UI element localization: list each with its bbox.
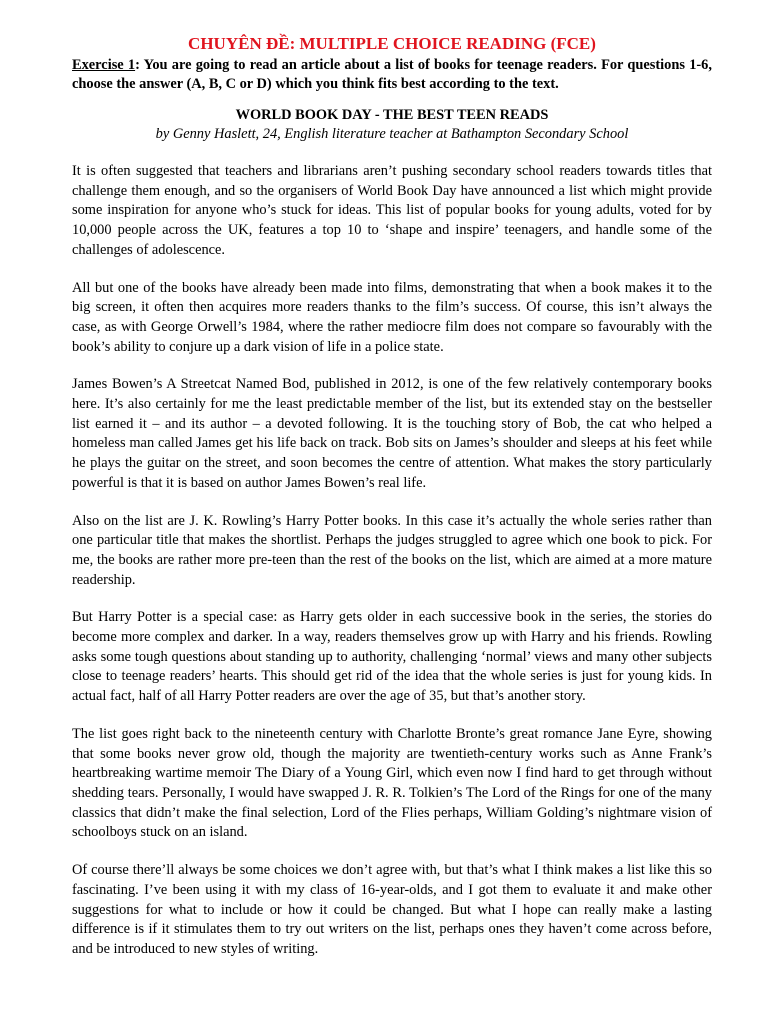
exercise-instructions bbox=[72, 56, 712, 94]
article-paragraph-6: The list goes right back to the nineteenth century with Charlotte Bronte’s great romance Jane Eyre, showing that some books never grow old, though the majority are twentieth-century works such as Anne Frank’s heartbreaking wartime memoir The Diary of a Young Girl, which even now I find hard to get through without shedding tears. Personally, I would have swapped J. R. R. Tolkien’s The Lord of the Rings for one of the many classics that didn’t make the final selection, Lord of the Flies perhaps, William Golding’s nightmare vision of schoolboys stuck on an island. bbox=[72, 725, 712, 841]
article-title: WORLD BOOK DAY - THE BEST TEEN READS bbox=[235, 107, 549, 123]
exercise-instructions-text: : You are going to read an article about a list of books for teenage readers. For questions 1-6, choose the answer (A, B, C or D) which you think fits best according to the text. bbox=[72, 57, 712, 92]
article-paragraph-7: Of course there’ll always be some choices we don’t agree with, but that’s what I think makes a list like this so fascinating. I’ve been using it with my class of 16-year-olds, and I got them to evaluate it and make other suggestions for what to include or how it could be changed. But what I hope can really make a lasting difference is if it stimulates them to try out writers on the list, perhaps ones they haven’t come across before, and be introduced to new styles of writing. bbox=[72, 862, 712, 957]
article-paragraph-5: But Harry Potter is a special case: as Harry gets older in each successive book in the series, the stories do become more complex and darker. In a way, readers themselves grow up with Harry and his friends. Rowling asks some tough questions about standing up to authority, challenging ‘normal’ views and many other subjects close to teenage readers’ hearts. This should get rid of the idea that the whole series is just for young kids. In actual fact, half of all Harry Potter readers are over the age of 35, but that’s another story. bbox=[72, 609, 712, 705]
article-paragraph-1: It is often suggested that teachers and librarians aren’t pushing secondary school readers towards titles that challenge them enough, and so the organisers of World Book Day have announced a list which might provide some inspiration for anyone who’s stuck for ideas. This list of popular books for young adults, voted for by 10,000 people across the UK, features a top 10 to ‘shape and inspire’ teenagers, and handle some of the challenges of adolescence. bbox=[72, 163, 712, 258]
article-paragraph-3: James Bowen’s A Streetcat Named Bod, published in 2012, is one of the few relatively contemporary books here. It’s also certainly for me the least predictable member of the list, but its extended stay on the bestseller list earned it – and its author – a devoted following. It is the touching story of Bob, the cat who helped a homeless man called James get his life back on track. Bob sits on James’s shoulder and sleeps at his feet while he plays the guitar on the street, and soon becomes the centre of attention. What makes the story particularly powerful is that it is based on author James Bowen’s real life. bbox=[72, 376, 712, 491]
exercise-label: Exercise 1 bbox=[72, 57, 136, 73]
article-paragraph-4: Also on the list are J. K. Rowling’s Harry Potter books. In this case it’s actually the whole series rather than one particular title that makes the shortlist. Perhaps the judges struggled to agree which one book to pick. For me, the books are rather more pre-teen than the rest of the books on the list, which are aimed at a more mature readership. bbox=[72, 512, 712, 588]
document-title: CHUYÊN ĐỀ: MULTIPLE CHOICE READING (FCE) bbox=[188, 34, 596, 53]
article-byline: by Genny Haslett, 24, English literature teacher at Bathampton Secondary School bbox=[155, 126, 629, 142]
article-paragraph-2: All but one of the books have already been made into films, demonstrating that when a book makes it to the big screen, it often then acquires more readers thanks to the film’s success. Of course, this isn’t always the case, as with George Orwell’s 1984, where the rather mediocre film does not compare so favourably with the book’s ability to conjure up a dark vision of life in a police state. bbox=[72, 279, 712, 355]
